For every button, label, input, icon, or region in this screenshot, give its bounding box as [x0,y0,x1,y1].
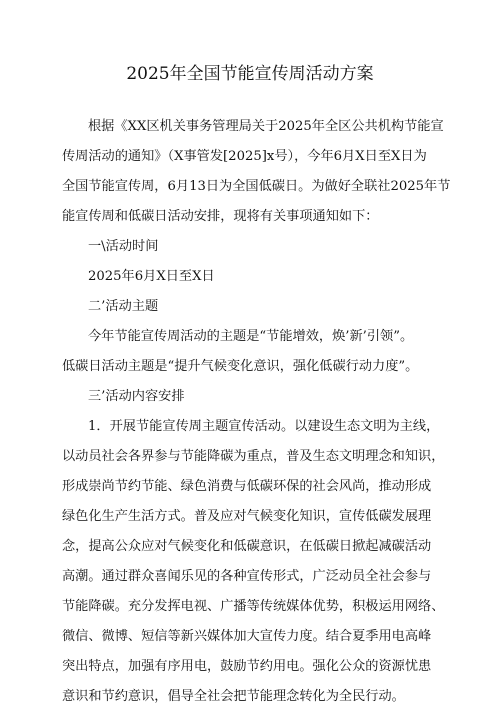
paragraph-theme [62,325,444,379]
section-heading: 二’活动主题 [88,299,159,314]
paragraph-line: 以动员社会各界参与节能降碳为重点，普及生态文明理念和知识， [62,449,445,464]
paragraph-line: 低碳日活动主题是“提升气候变化意识，强化低碳行动力度”。 [62,359,419,374]
paragraph-line: 高潮。通过群众喜闻乐见的各种宣传形式，广泛动员全社会参与 [62,569,432,584]
document-body [62,115,451,709]
section-heading: 三’活动内容安排 [88,389,185,404]
paragraph-line: 形成崇尚节约节能、绿色消费与低碳环保的社会风尚，推动形成 [62,479,432,494]
paragraph-line: 意识和节约意识，倡导全社会把节能理念转化为全民行动。 [62,689,405,704]
paragraph-line: 突出特点，加强有序用电，鼓励节约用电。强化公众的资源忧患 [62,659,432,674]
paragraph-line: 传周活动的通知》（X事管发[2025]x号），今年6月X日至X日为 [62,149,427,164]
paragraph-line: 念，提高公众应对气候变化和低碳意识，在低碳日掀起减碳活动 [62,539,432,554]
paragraph-line: 微信、微博、短信等新兴媒体加大宣传力度。结合夏季用电高峰 [62,629,432,644]
section-heading: 一\活动时间 [88,239,159,254]
paragraph-line: 2025年6月X日至X日 [88,269,215,284]
paragraph-intro [62,115,451,229]
paragraph-item-1 [62,415,444,709]
paragraph-line: 能宣传周和低碳日活动安排，现将有关事项通知如下： [62,209,379,224]
paragraph-line: 今年节能宣传周活动的主题是“节能增效，焕’新’引领”。 [88,329,414,344]
document-title: 2025年全国节能宣传周活动方案 [126,64,374,84]
paragraph-line: 全国节能宣传周，6月13日为全国低碳日。为做好全联社2025年节 [62,179,451,194]
paragraph-line: 根据《XX区机关事务管理局关于2025年全区公共机构节能宣 [88,119,444,134]
paragraph-line: 节能降碳。充分发挥电视、广播等传统媒体优势，积极运用网络、 [62,599,445,614]
paragraph-line: 1．开展节能宣传周主题宣传活动。以建设生态文明为主线， [88,419,440,434]
paragraph-line: 绿色化生产生活方式。普及应对气候变化知识，宣传低碳发展理 [62,509,432,524]
